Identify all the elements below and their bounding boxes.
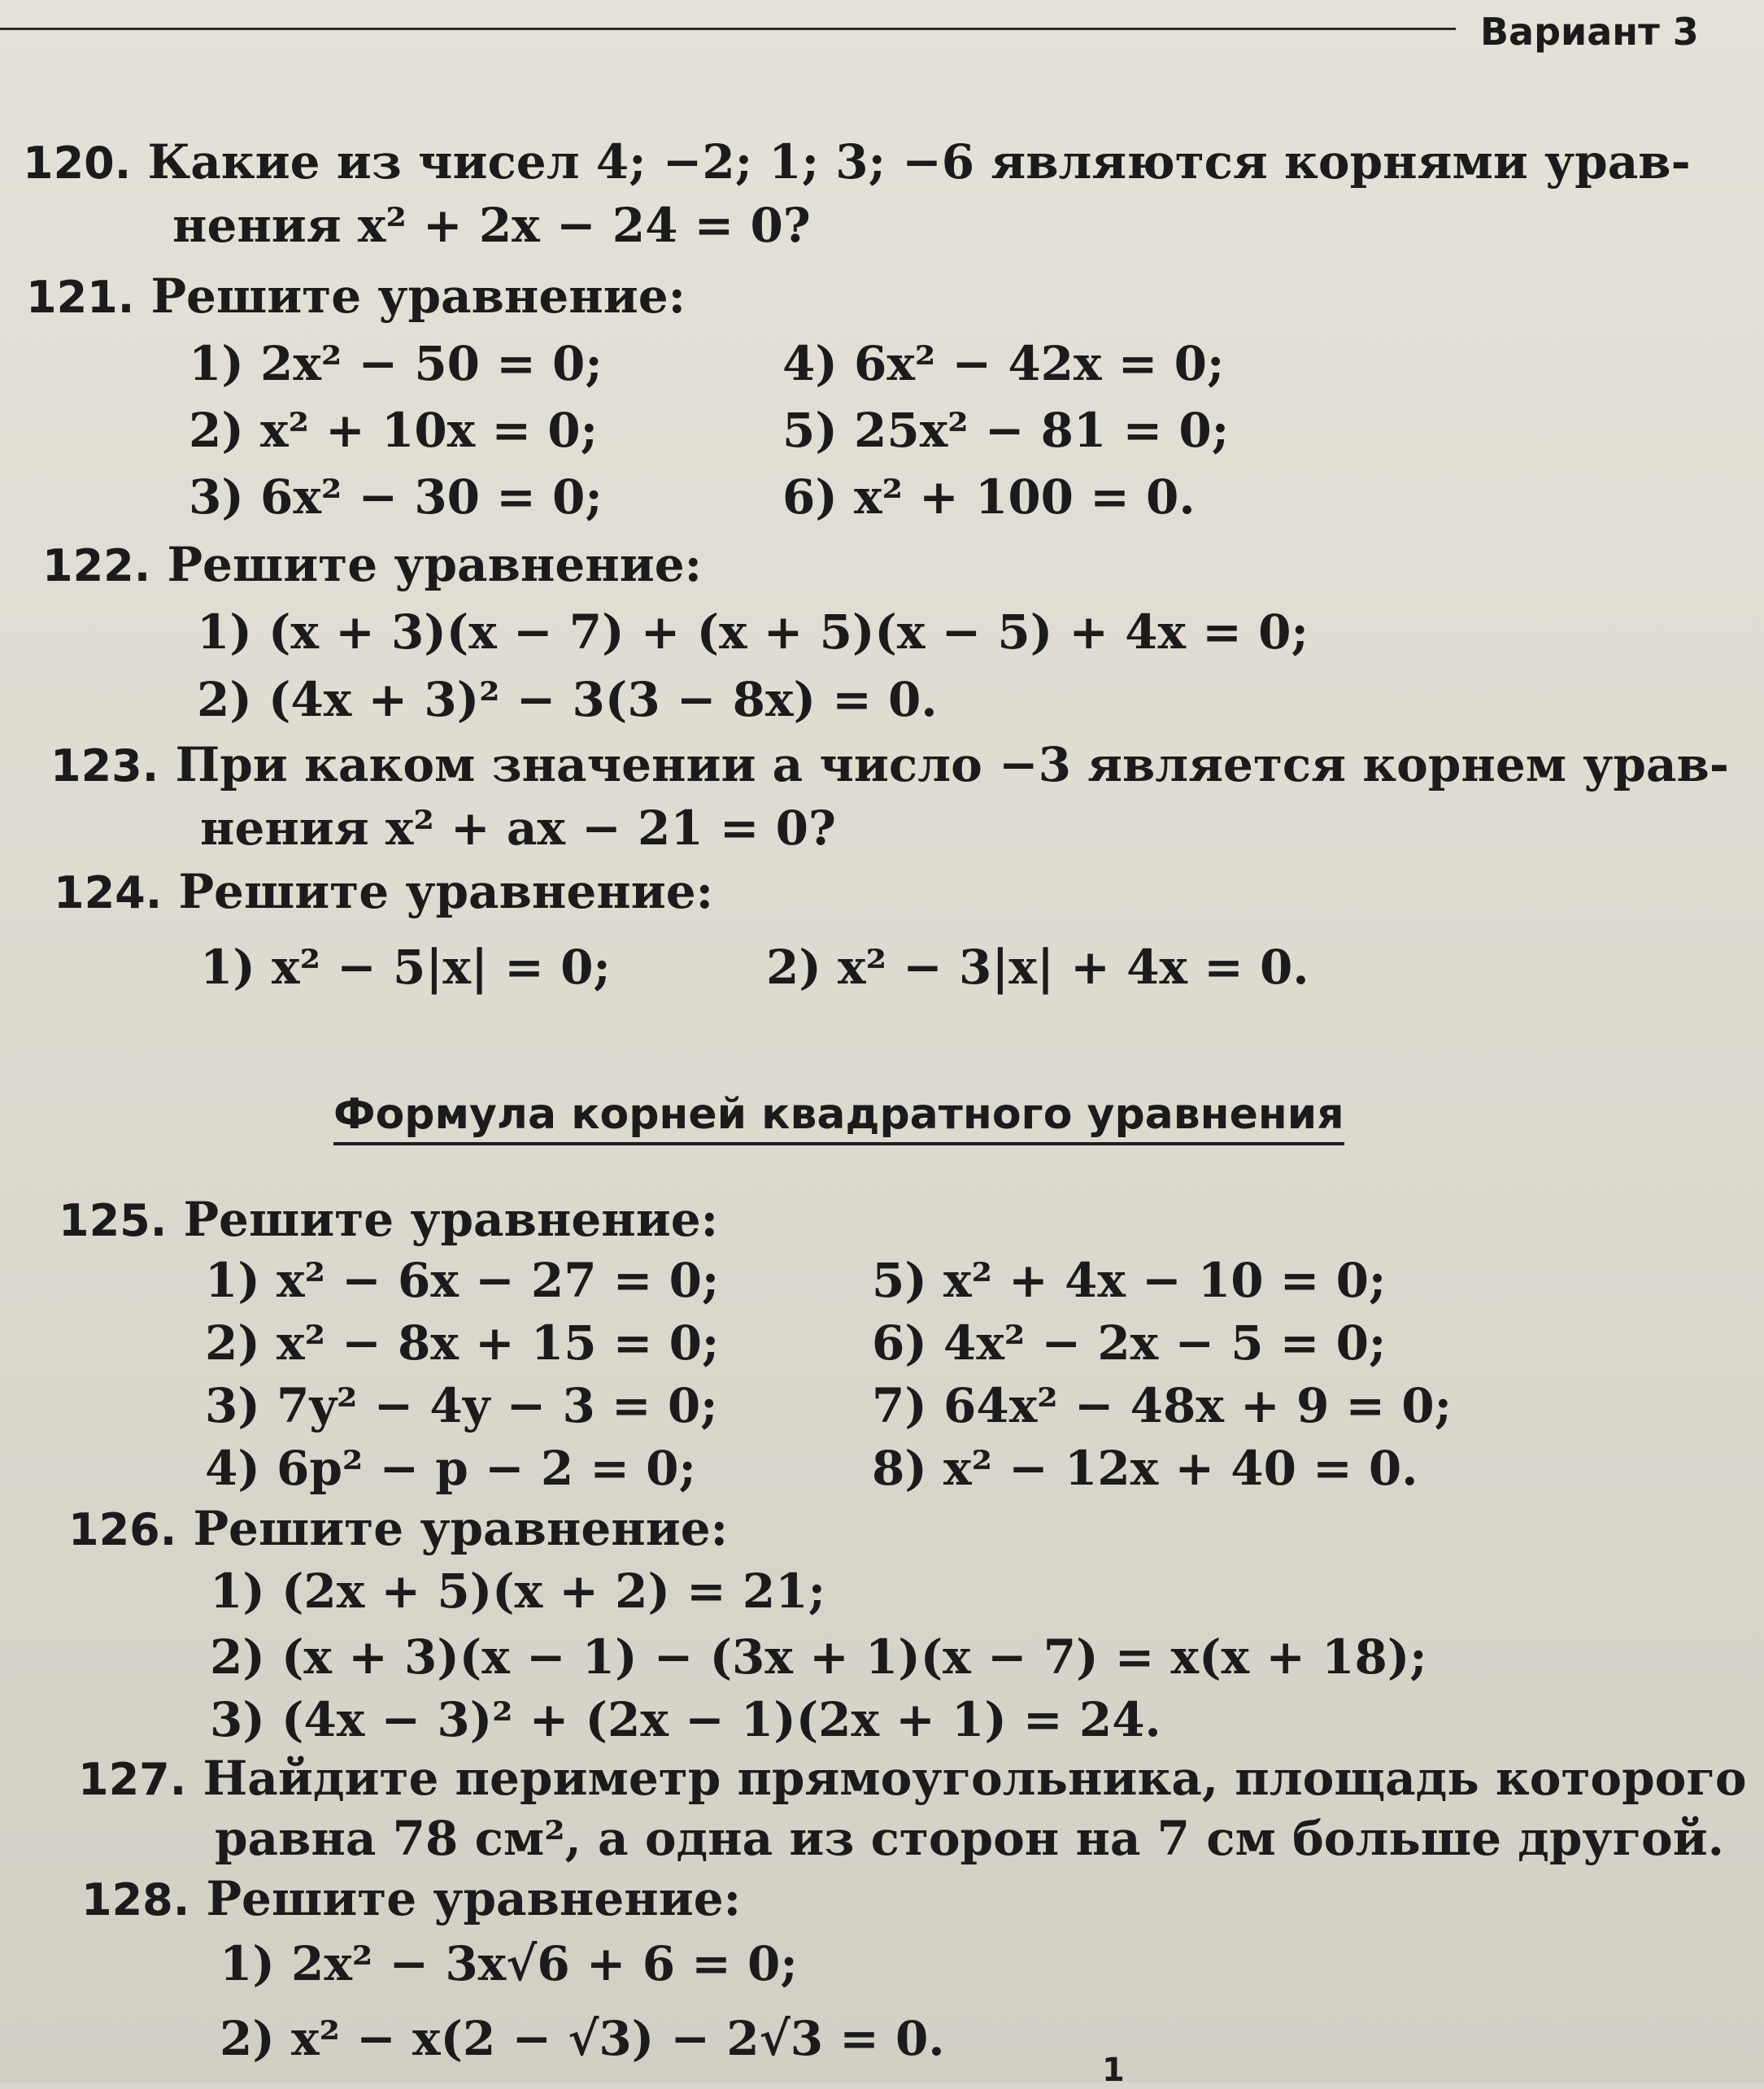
problem-126-heading (68, 1501, 728, 1556)
problem-128-item-2: 2) x² − x(2 − √3) − 2√3 = 0. (220, 2011, 945, 2066)
problem-number: 127. (78, 1754, 187, 1805)
problem-prompt: Решите уравнение: (167, 537, 703, 592)
problem-text: Найдите периметр прямоугольника, площадь которого (203, 1751, 1747, 1806)
problem-prompt: Решите уравнение: (150, 268, 686, 324)
problem-128-heading (81, 1871, 741, 1926)
problem-122-heading (42, 537, 702, 592)
problem-126-item-2: 2) (x + 3)(x − 1) − (3x + 1)(x − 7) = x(x + 18); (210, 1629, 1427, 1685)
problem-123-line2: нения x² + ax − 21 = 0? (200, 800, 837, 856)
problem-124-item-1: 1) x² − 5|x| = 0; (200, 940, 611, 995)
problem-prompt: Решите уравнение: (178, 864, 714, 919)
problem-121-item-6: 6) x² + 100 = 0. (782, 469, 1196, 525)
problem-number: 122. (42, 540, 151, 591)
problem-number: 124. (54, 867, 163, 918)
problem-126-item-3: 3) (4x − 3)² + (2x − 1)(2x + 1) = 24. (210, 1692, 1161, 1747)
problem-125-item-1: 1) x² − 6x − 27 = 0; (205, 1253, 720, 1308)
problem-121-item-4: 4) 6x² − 42x = 0; (782, 336, 1225, 391)
problem-127-line1 (78, 1751, 1747, 1806)
problem-122-item-1: 1) (x + 3)(x − 7) + (x + 5)(x − 5) + 4x = 0; (197, 604, 1309, 660)
problem-125-item-2: 2) x² − 8x + 15 = 0; (205, 1315, 720, 1371)
problem-number: 123. (50, 740, 159, 792)
problem-125-item-3: 3) 7y² − 4y − 3 = 0; (205, 1378, 718, 1433)
problem-128-item-1: 1) 2x² − 3x√6 + 6 = 0; (220, 1936, 798, 1991)
problem-125-item-4: 4) 6p² − p − 2 = 0; (205, 1441, 696, 1496)
problem-125-heading (59, 1192, 718, 1247)
problem-prompt: Решите уравнение: (193, 1501, 729, 1556)
problem-125-item-7: 7) 64x² − 48x + 9 = 0; (872, 1378, 1453, 1433)
top-rule (0, 28, 1456, 30)
problem-121-item-3: 3) 6x² − 30 = 0; (189, 469, 603, 525)
problem-number: 126. (68, 1504, 177, 1555)
problem-text: При каком значении a число −3 является корнем урав- (175, 737, 1729, 792)
problem-122-item-2: 2) (4x + 3)² − 3(3 − 8x) = 0. (197, 672, 938, 727)
problem-121-heading (26, 268, 686, 324)
problem-number: 125. (59, 1195, 168, 1246)
problem-125-item-8: 8) x² − 12x + 40 = 0. (872, 1441, 1418, 1496)
page-number: 1 (1102, 2052, 1125, 2089)
problem-127-line2: равна 78 см², а одна из сторон на 7 см больше другой. (215, 1811, 1724, 1866)
problem-120-line2: нения x² + 2x − 24 = 0? (172, 198, 811, 253)
problem-120-line1 (23, 134, 1691, 190)
section-title: Формула корней квадратного уравнения (333, 1090, 1344, 1145)
problem-126-item-1: 1) (2x + 5)(x + 2) = 21; (210, 1563, 826, 1619)
problem-123-line1 (50, 737, 1729, 792)
problem-number: 128. (81, 1874, 190, 1925)
problem-number: 121. (26, 272, 135, 323)
problem-124-item-2: 2) x² − 3|x| + 4x = 0. (766, 940, 1309, 995)
problem-125-item-6: 6) 4x² − 2x − 5 = 0; (872, 1315, 1387, 1371)
problem-121-item-1: 1) 2x² − 50 = 0; (189, 336, 603, 391)
problem-121-item-2: 2) x² + 10x = 0; (189, 403, 598, 458)
problem-number: 120. (23, 137, 132, 189)
problem-125-item-5: 5) x² + 4x − 10 = 0; (872, 1253, 1387, 1308)
variant-label: Вариант 3 (1480, 10, 1699, 54)
problem-prompt: Решите уравнение: (183, 1192, 719, 1247)
problem-prompt: Решите уравнение: (206, 1871, 742, 1926)
problem-121-item-5: 5) 25x² − 81 = 0; (782, 403, 1230, 458)
problem-text: Какие из чисел 4; −2; 1; 3; −6 являются корнями урав- (147, 134, 1691, 190)
problem-124-heading (54, 864, 713, 919)
